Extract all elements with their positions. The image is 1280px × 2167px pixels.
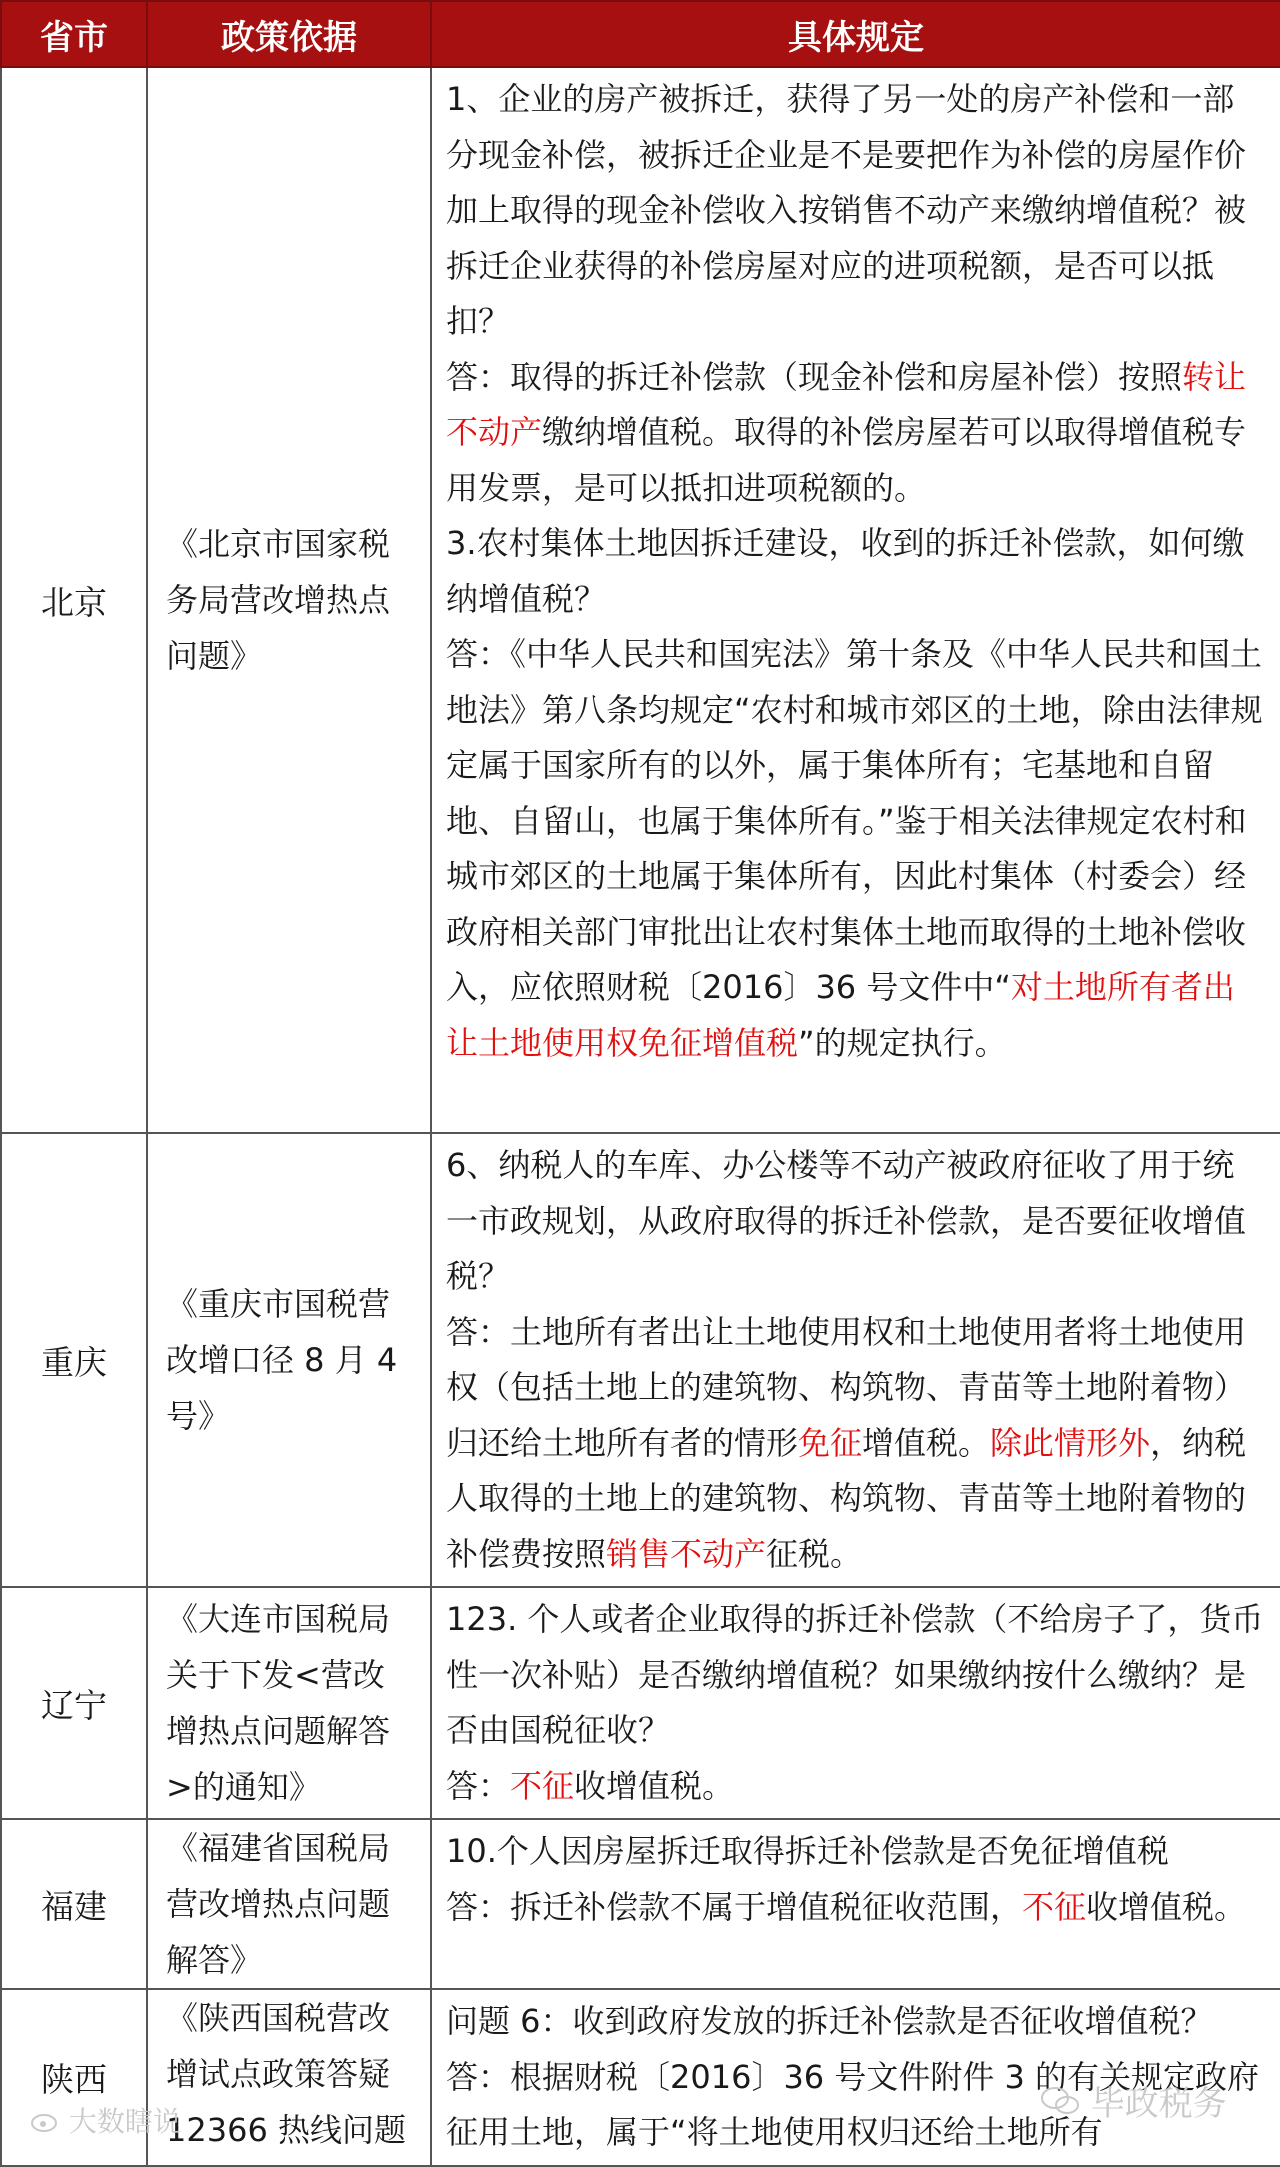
rule-text: 10.个人因房屋拆迁取得拆迁补偿款是否免征增值税 [446, 1832, 1169, 1870]
table-row [1, 67, 1280, 1133]
rule-text: 缴纳增值税。取得的补偿房屋若可以取得增值税专用发票，是可以抵扣进项税额的。 [446, 413, 1247, 507]
rule-text: 1、企业的房产被拆迁，获得了另一处的房产补偿和一部分现金补偿，被拆迁企业是不是要把作为补偿的房屋作价加上取得的现金补偿收入按销售不动产来缴纳增值税？被拆迁企业获得的补偿房屋对应的进项税额，是否可以抵扣？ [446, 80, 1247, 340]
rule-text: 收增值税。 [574, 1766, 735, 1805]
rule-text: 答： [446, 1766, 511, 1805]
watermark-left [30, 2100, 181, 2140]
table-row [1, 1587, 1280, 1819]
table-header-row [1, 1, 1280, 67]
basis-cell: 《陕西国税营改增试点政策答疑 12366 热线问题 [147, 1989, 431, 2166]
highlight-text: 销售不动产 [606, 1534, 767, 1573]
rule-text: 答：取得的拆迁补偿款（现金补偿和房屋补偿）按照 [446, 357, 1183, 396]
rule-text: 答：根据财税〔2016〕36 号文件附件 3 的有关规定政府征用土地，属于“将土地使用权归还给土地所有 [446, 2057, 1260, 2151]
rule-text: 征税。 [766, 1534, 863, 1573]
table-row [1, 1133, 1280, 1587]
rule-text: 答：《中华人民共和国宪法》第十条及《中华人民共和国土地法》第八条均规定“农村和城市郊区的土地，除由法律规定属于国家所有的以外，属于集体所有；宅基地和自留地、自留山，也属于集体所有。”鉴于相关法律规定农村和城市郊区的土地属于集体所有，因此村集体（村委会）经政府相关部门审批出让农村集体土地而取得的土地补偿收入，应依照财税〔2016〕36 号文件中“ [446, 635, 1263, 1006]
highlight-text: 转让不动产 [446, 357, 1247, 451]
watermark-right [1040, 2076, 1227, 2126]
wechat-icon [1040, 2085, 1080, 2126]
province-cell: 辽宁 [1, 1587, 147, 1819]
rule-cell [431, 1587, 1280, 1819]
province-cell: 重庆 [1, 1133, 147, 1587]
rule-text: 3.农村集体土地因拆迁建设，收到的拆迁补偿款，如何缴纳增值税？ [446, 524, 1245, 618]
highlight-text: 对土地所有者出让土地使用权免征增值税 [446, 968, 1235, 1062]
table-row [1, 1819, 1280, 1989]
weibo-icon [30, 2107, 60, 2140]
basis-cell: 《福建省国税局营改增热点问题解答》 [147, 1819, 431, 1989]
rule-text: 收增值税。 [1086, 1887, 1247, 1926]
rule-text: ”的规定执行。 [798, 1023, 1007, 1062]
watermark-left-text: 大数瞎说 [68, 2105, 181, 2138]
province-cell: 陕西 [1, 1989, 147, 2166]
basis-cell: 《大连市国税局关于下发<营改增热点问题解答>的通知》 [147, 1587, 431, 1819]
highlight-text: 不征 [510, 1766, 575, 1805]
watermark-right-text: 毕政税务 [1090, 2084, 1227, 2124]
rule-cell [431, 1133, 1280, 1587]
rule-text: 答：拆迁补偿款不属于增值税征收范围， [446, 1887, 1023, 1926]
rule-text: ，纳税人取得的土地上的建筑物、构筑物、青苗等土地附着物的补偿费按照 [446, 1423, 1247, 1573]
rule-text: 123. 个人或者企业取得的拆迁补偿款（不给房子了，货币性一次补贴）是否缴纳增值税？如果缴纳按什么缴纳？是否由国税征收？ [446, 1600, 1264, 1749]
rule-text: 答：土地所有者出让土地使用权和土地使用者将土地使用权（包括土地上的建筑物、构筑物、青苗等土地附着物）归还给土地所有者的情形 [446, 1312, 1247, 1462]
rule-cell [431, 1819, 1280, 1989]
highlight-text: 不征 [1022, 1887, 1087, 1926]
highlight-text: 免征 [798, 1423, 863, 1462]
header-basis: 政策依据 [147, 1, 431, 67]
rule-text: 6、纳税人的车库、办公楼等不动产被政府征收了用于统一市政规划，从政府取得的拆迁补偿款，是否要征收增值税？ [446, 1146, 1247, 1295]
province-cell: 北京 [1, 67, 147, 1133]
basis-cell: 《北京市国家税务局营改增热点问题》 [147, 67, 431, 1133]
basis-cell: 《重庆市国税营改增口径 8 月 4 号》 [147, 1133, 431, 1587]
rule-text: 增值税。 [862, 1423, 991, 1462]
header-rule: 具体规定 [431, 1, 1280, 67]
rule-text: 问题 6：收到政府发放的拆迁补偿款是否征收增值税？ [446, 2002, 1213, 2040]
province-cell: 福建 [1, 1819, 147, 1989]
rule-cell [431, 67, 1280, 1133]
header-province: 省市 [1, 1, 147, 67]
highlight-text: 除此情形外 [990, 1423, 1151, 1462]
